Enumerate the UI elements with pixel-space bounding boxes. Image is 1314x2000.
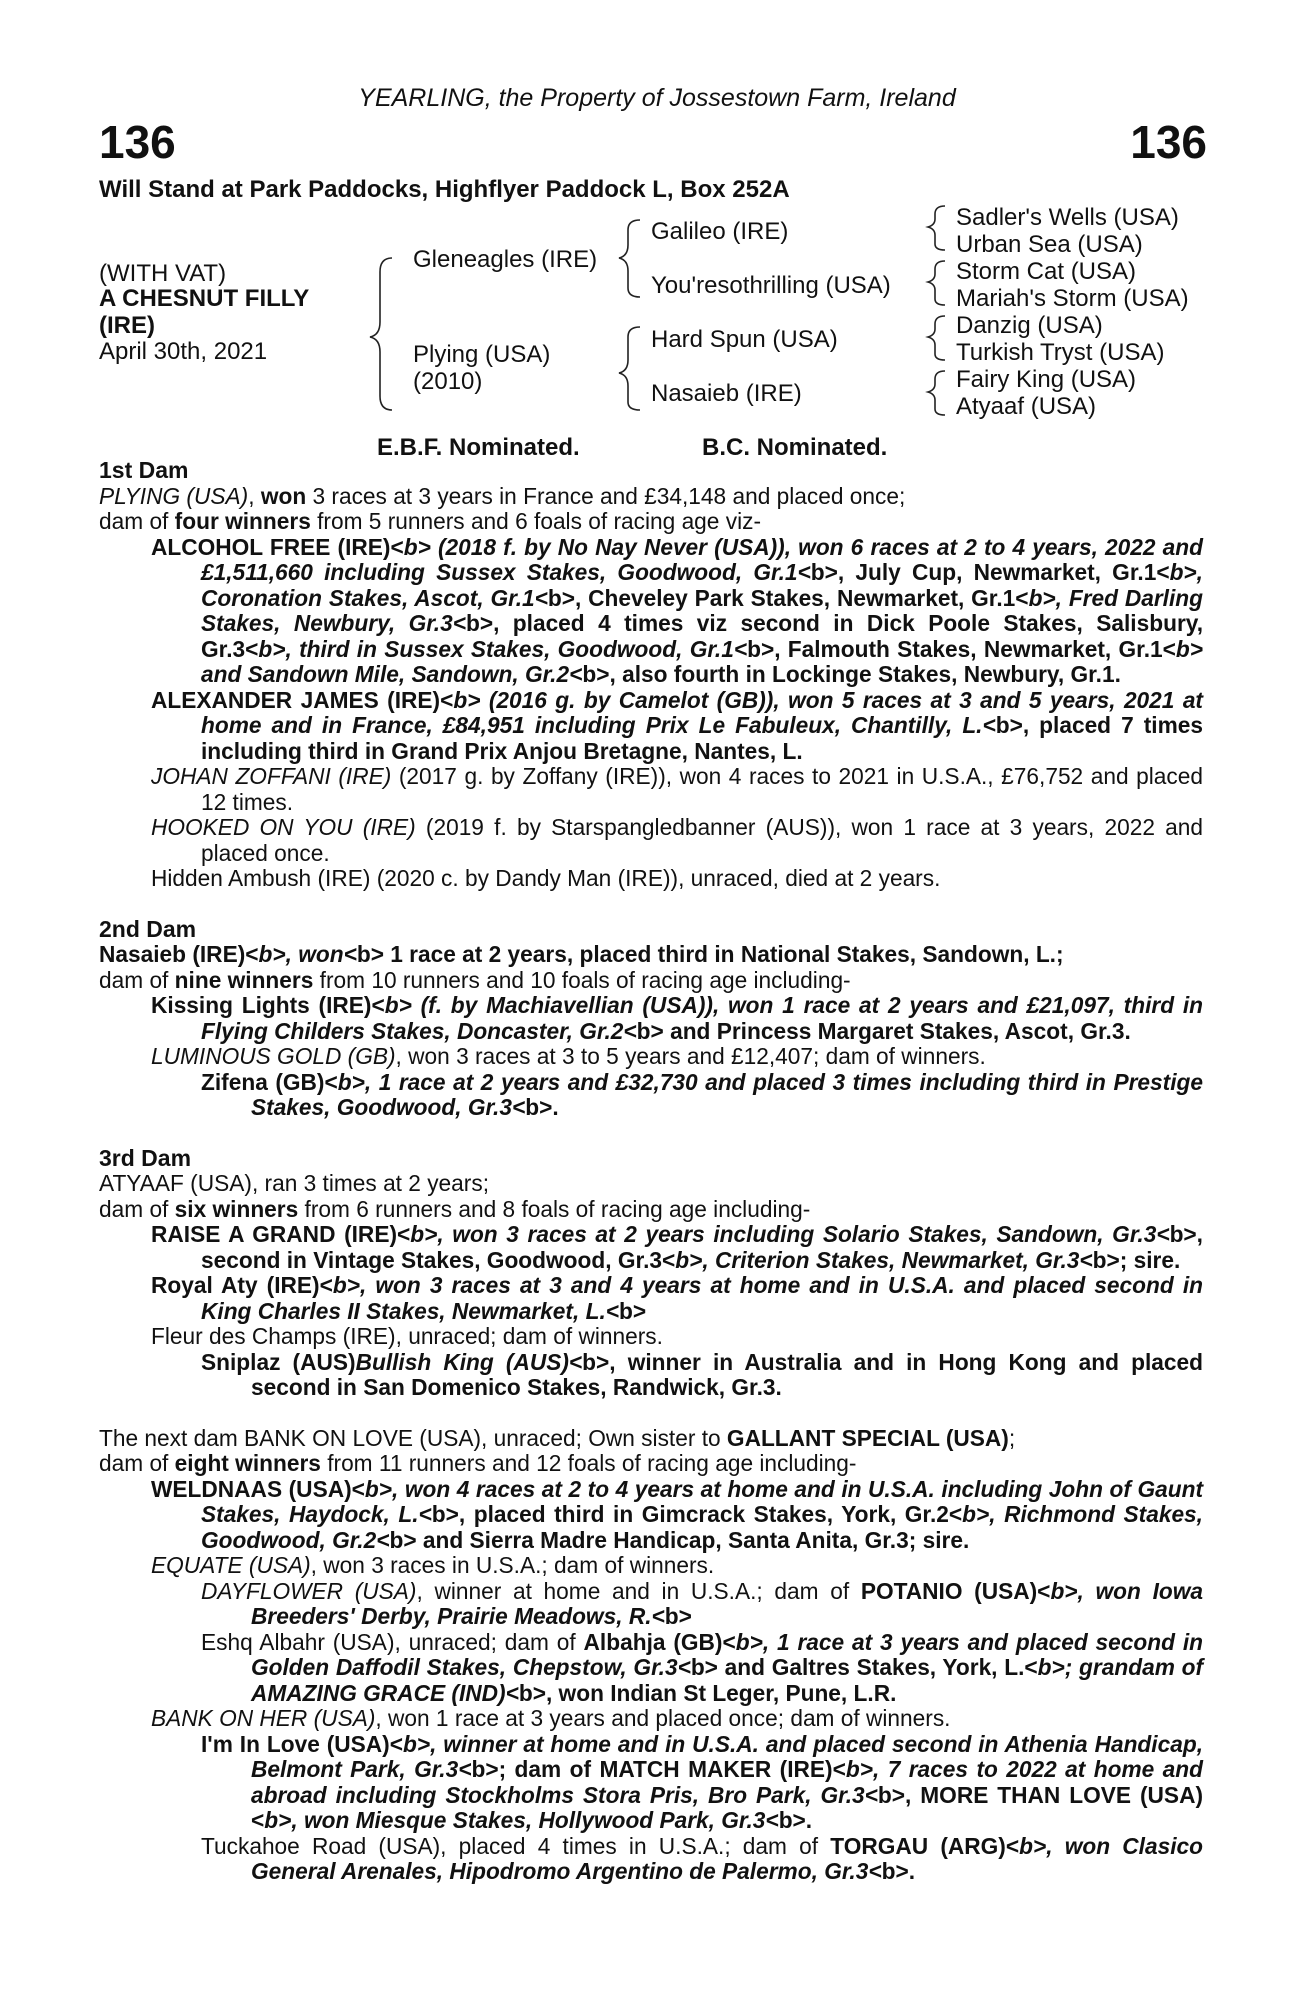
pedigree-paragraph: dam of nine winners from 10 runners and 10 foals of racing age including- — [99, 966, 851, 993]
pedigree-paragraph: Fleur des Champs (IRE), unraced; dam of winners. — [151, 1323, 663, 1349]
pedigree-paragraph: Tuckahoe Road (USA), placed 4 times in U.S.A.; dam of TORGAU (ARG)<b>, won Clasico General Arenales, Hipodromo Argentino de Palermo, Gr.3<b>. — [201, 1832, 1203, 1884]
pedigree-paragraph: dam of eight winners from 11 runners and 12 foals of racing age including- — [99, 1450, 857, 1476]
pedigree-g5: Danzig (USA) — [956, 312, 1103, 339]
pedigree-g4: Mariah's Storm (USA) — [956, 285, 1189, 312]
pedigree-sire-dam: You'resothrilling (USA) — [651, 272, 891, 299]
pedigree-dam-dam: Nasaieb (IRE) — [651, 380, 802, 407]
pedigree-paragraph: ATYAAF (USA), ran 3 times at 2 years; — [99, 1170, 489, 1196]
pedigree-paragraph: HOOKED ON YOU (IRE) (2019 f. by Starspangledbanner (AUS)), won 1 race at 3 years, 2022 and placed once. — [151, 814, 1204, 866]
pedigree-paragraph: Hidden Ambush (IRE) (2020 c. by Dandy Man (IRE)), unraced, died at 2 years. — [151, 865, 941, 891]
pedigree-paragraph: EQUATE (USA), won 3 races in U.S.A.; dam of winners. — [151, 1552, 715, 1578]
pedigree-paragraph: JOHAN ZOFFANI (IRE) (2017 g. by Zoffany (IRE)), won 4 races to 2021 in U.S.A., £76,752 and placed 12 times. — [151, 763, 1204, 815]
lot-number-left: 136 — [99, 116, 176, 168]
section-title: 3rd Dam — [99, 1144, 192, 1171]
pedigree-paragraph: Eshq Albahr (USA), unraced; dam of Albahja (GB)<b>, 1 race at 3 years and placed second in Golden Daffodil Stakes, Chepstow, Gr.3<b> and Galtres Stakes, York, L.<b>; grandam of AMAZING GRACE (IND)<b>, won Indian St Leger, Pune, L.R. — [201, 1628, 1204, 1706]
pedigree-g8: Atyaaf (USA) — [956, 393, 1097, 420]
pedigree-paragraph: LUMINOUS GOLD (GB), won 3 races at 3 to 5 years and £12,407; dam of winners. — [151, 1043, 986, 1069]
section-title: 2nd Dam — [99, 915, 197, 942]
bc-nomination: B.C. Nominated. — [702, 434, 888, 461]
horse-country: (IRE) — [99, 312, 155, 339]
vat-note: (WITH VAT) — [99, 260, 227, 287]
pedigree-paragraph: The next dam BANK ON LOVE (USA), unraced; Own sister to GALLANT SPECIAL (USA); — [99, 1424, 1016, 1451]
section-title: 1st Dam — [99, 457, 189, 483]
pedigree-g2: Urban Sea (USA) — [956, 231, 1143, 258]
pedigree-g6: Turkish Tryst (USA) — [956, 339, 1165, 366]
pedigree-paragraph: Zifena (GB)<b>, 1 race at 2 years and £32,730 and placed 3 times including third in Prestige Stakes, Goodwood, Gr.3<b>. — [201, 1068, 1203, 1120]
pedigree-paragraph: BANK ON HER (USA), won 1 race at 3 years and placed once; dam of winners. — [151, 1705, 951, 1731]
lot-number-right: 136 — [1130, 116, 1207, 168]
pedigree-paragraph: Sniplaz (AUS)Bullish King (AUS)<b>, winner in Australia and in Hong Kong and placed second in San Domenico Stakes, Randwick, Gr.3. — [201, 1348, 1203, 1400]
pedigree-paragraph: WELDNAAS (USA)<b>, won 4 races at 2 to 4 years at home and in U.S.A. including John of Gaunt Stakes, Haydock, L.<b>, placed third in Gimcrack Stakes, York, Gr.2<b>, Richmond Stakes, Goodwood, Gr.2<b> and Sierra Madre Handicap, Santa Anita, Gr.3; sire. — [151, 1475, 1204, 1553]
pedigree-paragraph: ALCOHOL FREE (IRE)<b> (2018 f. by No Nay Never (USA)), won 6 races at 2 to 4 years, 2022 and £1,511,660 including Sussex Stakes, Goodwood, Gr.1<b>, July Cup, Newmarket, Gr.1<b>, Coronation Stakes, Ascot, Gr.1<b>, Cheveley Park Stakes, Newmarket, Gr.1<b>, Fred Darling Stakes, Newbury, Gr.3<b>, placed 4 times viz second in Dick Poole Stakes, Salisbury, Gr.3<b>, third in Sussex Stakes, Goodwood, Gr.1<b>, Falmouth Stakes, Newmarket, Gr.1<b> and Sandown Mile, Sandown, Gr.2<b>, also fourth in Lockinge Stakes, Newbury, Gr.1. — [151, 533, 1204, 687]
pedigree-paragraph: Royal Aty (IRE)<b>, won 3 races at 3 and 4 years at home and in U.S.A. and placed second in King Charles II Stakes, Newmarket, L.<b> — [151, 1272, 1203, 1324]
horse-dob: April 30th, 2021 — [99, 338, 268, 365]
horse-name: A CHESNUT FILLY — [99, 285, 310, 312]
pedigree-paragraph: dam of four winners from 5 runners and 6 foals of racing age viz- — [99, 508, 762, 534]
catalogue-body — [99, 458, 1203, 1885]
pedigree-dam: Plying (USA) — [413, 341, 551, 368]
pedigree-g7: Fairy King (USA) — [956, 366, 1137, 393]
pedigree-paragraph: RAISE A GRAND (IRE)<b>, won 3 races at 2 years including Solario Stakes, Sandown, Gr.3<b>, second in Vintage Stakes, Goodwood, Gr.3<b>, Criterion Stakes, Newmarket, Gr.3<b>; sire. — [151, 1221, 1203, 1273]
pedigree-paragraph: ALEXANDER JAMES (IRE)<b> (2016 g. by Camelot (GB)), won 5 races at 3 and 5 years, 2021 at home and in France, £84,951 including Prix Le Fabuleux, Chantilly, L.<b>, placed 7 times including third in Grand Prix Anjou Bretagne, Nantes, L. — [151, 686, 1203, 764]
location: Will Stand at Park Paddocks, Highflyer Paddock L, Box 252A — [99, 176, 790, 203]
ebf-nomination: E.B.F. Nominated. — [377, 434, 580, 461]
pedigree-paragraph: Kissing Lights (IRE)<b> (f. by Machiavellian (USA)), won 1 race at 2 years and £21,097, third in Flying Childers Stakes, Doncaster, Gr.2<b> and Princess Margaret Stakes, Ascot, Gr.3. — [151, 992, 1203, 1044]
pedigree-paragraph: I'm In Love (USA)<b>, winner at home and in U.S.A. and placed second in Athenia Handicap, Belmont Park, Gr.3<b>; dam of MATCH MAKER (IRE)<b>, 7 races to 2022 at home and abroad including Stockholms Stora Pris, Bro Park, Gr.3<b>, MORE THAN LOVE (USA)<b>, won Miesque Stakes, Hollywood Park, Gr.3<b>. — [201, 1730, 1204, 1833]
page-header: YEARLING, the Property of Jossestown Farm, Ireland — [358, 84, 956, 112]
pedigree-paragraph: dam of six winners from 6 runners and 8 foals of racing age including- — [99, 1195, 811, 1222]
pedigree-paragraph: Nasaieb (IRE)<b>, won<b> 1 race at 2 years, placed third in National Stakes, Sandown, L.; — [99, 941, 1064, 967]
pedigree-paragraph: DAYFLOWER (USA), winner at home and in U.S.A.; dam of POTANIO (USA)<b>, won Iowa Breeders' Derby, Prairie Meadows, R.<b> — [201, 1577, 1203, 1629]
pedigree-dam-year: (2010) — [413, 368, 483, 395]
pedigree-g3: Storm Cat (USA) — [956, 258, 1137, 285]
pedigree-g1: Sadler's Wells (USA) — [956, 204, 1179, 231]
pedigree-paragraph: PLYING (USA), won 3 races at 3 years in France and £34,148 and placed once; — [99, 482, 906, 509]
pedigree-sire-sire: Galileo (IRE) — [651, 218, 789, 245]
pedigree-dam-sire: Hard Spun (USA) — [651, 326, 838, 353]
pedigree-sire: Gleneagles (IRE) — [413, 246, 598, 273]
